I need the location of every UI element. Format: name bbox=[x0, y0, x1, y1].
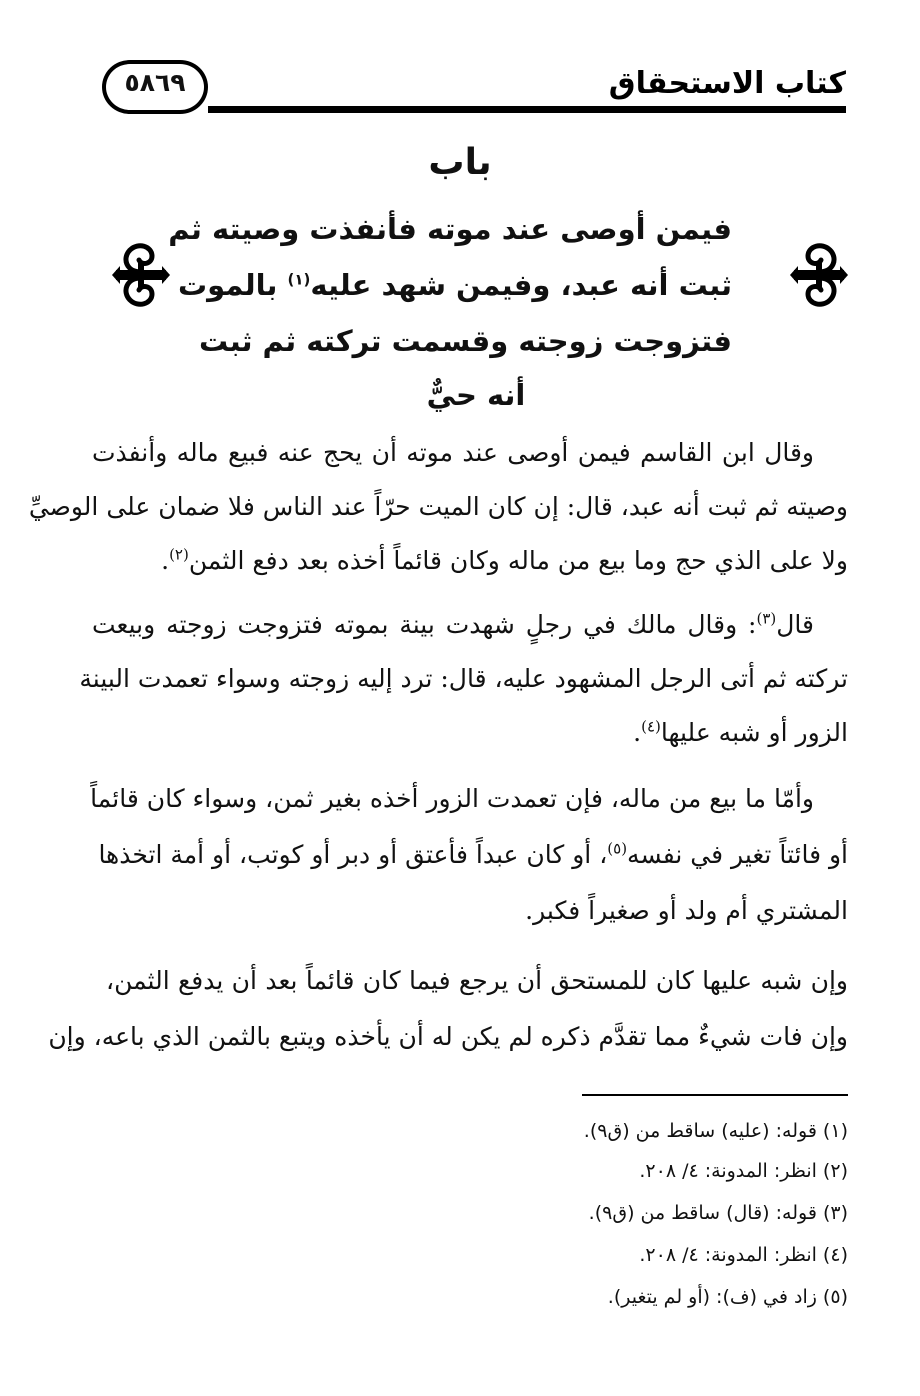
chapter-title-line-3: فتزوجت زوجته وقسمت تركته ثم ثبت bbox=[199, 324, 732, 358]
body-line: وإن شبه عليها كان للمستحق أن يرجع فيما كان قائماً بعد أن يدفع الثمن، bbox=[106, 966, 848, 995]
body-line: وصيته ثم ثبت أنه عبد، قال: إن كان الميت حرّاً عند الناس فلا ضمان على الوصيِّ bbox=[28, 492, 848, 521]
page-number: ٥٨٦٩ bbox=[124, 68, 186, 97]
chapter-title-seg: ثبت أنه عبد، وفيمن شهد عليه bbox=[310, 268, 732, 302]
chapter-title-line-4: أنه حيٌّ bbox=[426, 378, 526, 412]
footnote-5: (٥) زاد في (ف): (أو لم يتغير). bbox=[607, 1286, 848, 1308]
body-line bbox=[161, 545, 848, 575]
footnote-3: (٣) قوله: (قال) ساقط من (ق٩). bbox=[588, 1202, 848, 1224]
body-line bbox=[98, 839, 848, 869]
body-seg: ، أو كان عبداً فأعتق أو دبر أو كوتب، أو أمة اتخذها bbox=[98, 840, 608, 869]
left-ornament-icon bbox=[112, 232, 170, 318]
body-seg: أو فائتاً تغير في نفسه bbox=[627, 840, 848, 869]
body-seg: . bbox=[633, 718, 642, 747]
footnote-ref: (٢) bbox=[169, 545, 189, 564]
body-seg: قال bbox=[776, 610, 814, 639]
footnote-ref: (٣) bbox=[756, 609, 777, 628]
body-line: المشتري أم ولد أو صغيراً فكبر. bbox=[525, 896, 848, 925]
chapter-title-seg: بالموت bbox=[177, 268, 278, 302]
footnote-rule bbox=[582, 1094, 848, 1096]
running-header-title: كتاب الاستحقاق bbox=[608, 66, 846, 101]
chapter-title-line-1: فيمن أوصى عند موته فأنفذت وصيته ثم bbox=[168, 212, 732, 246]
body-line bbox=[548, 718, 848, 747]
body-seg: . bbox=[161, 546, 170, 575]
body-seg: : وقال مالك في رجلٍ شهدت بينة بموته فتزوجت زوجته وبيعت bbox=[92, 610, 757, 639]
body-line: وأمّا ما بيع من ماله، فإن تعمدت الزور أخذه بغير ثمن، وسواء كان قائماً bbox=[90, 784, 814, 813]
right-ornament-icon bbox=[790, 232, 848, 318]
footnote-2: (٢) انظر: المدونة: ٤/ ٢٠٨. bbox=[639, 1160, 848, 1182]
footnote-ref: (٤) bbox=[641, 717, 661, 736]
body-line: وقال ابن القاسم فيمن أوصى عند موته أن يحج عنه فبيع ماله وأنفذت bbox=[92, 438, 814, 467]
body-line: تركته ثم أتى الرجل المشهود عليه، قال: ترد إليه زوجته وسواء تعمدت البينة bbox=[79, 664, 848, 693]
chapter-title-line-2 bbox=[177, 268, 732, 302]
body-seg: الزور أو شبه عليها bbox=[660, 718, 848, 747]
header-rule bbox=[208, 106, 846, 113]
chapter-label: باب bbox=[428, 142, 492, 183]
footnote-1: (١) قوله: (عليه) ساقط من (ق٩). bbox=[583, 1120, 848, 1142]
footnote-ref: (١) bbox=[287, 270, 311, 289]
body-line: وإن فات شيءٌ مما تقدَّم ذكره لم يكن له أن يأخذه ويتبع بالثمن الذي باعه، وإن bbox=[48, 1022, 848, 1051]
body-seg: ولا على الذي حج وما بيع من ماله وكان قائماً أخذه بعد دفع الثمن bbox=[188, 546, 848, 575]
footnote-ref: (٥) bbox=[607, 839, 628, 858]
footnote-4: (٤) انظر: المدونة: ٤/ ٢٠٨. bbox=[639, 1244, 848, 1266]
body-line bbox=[92, 610, 814, 639]
